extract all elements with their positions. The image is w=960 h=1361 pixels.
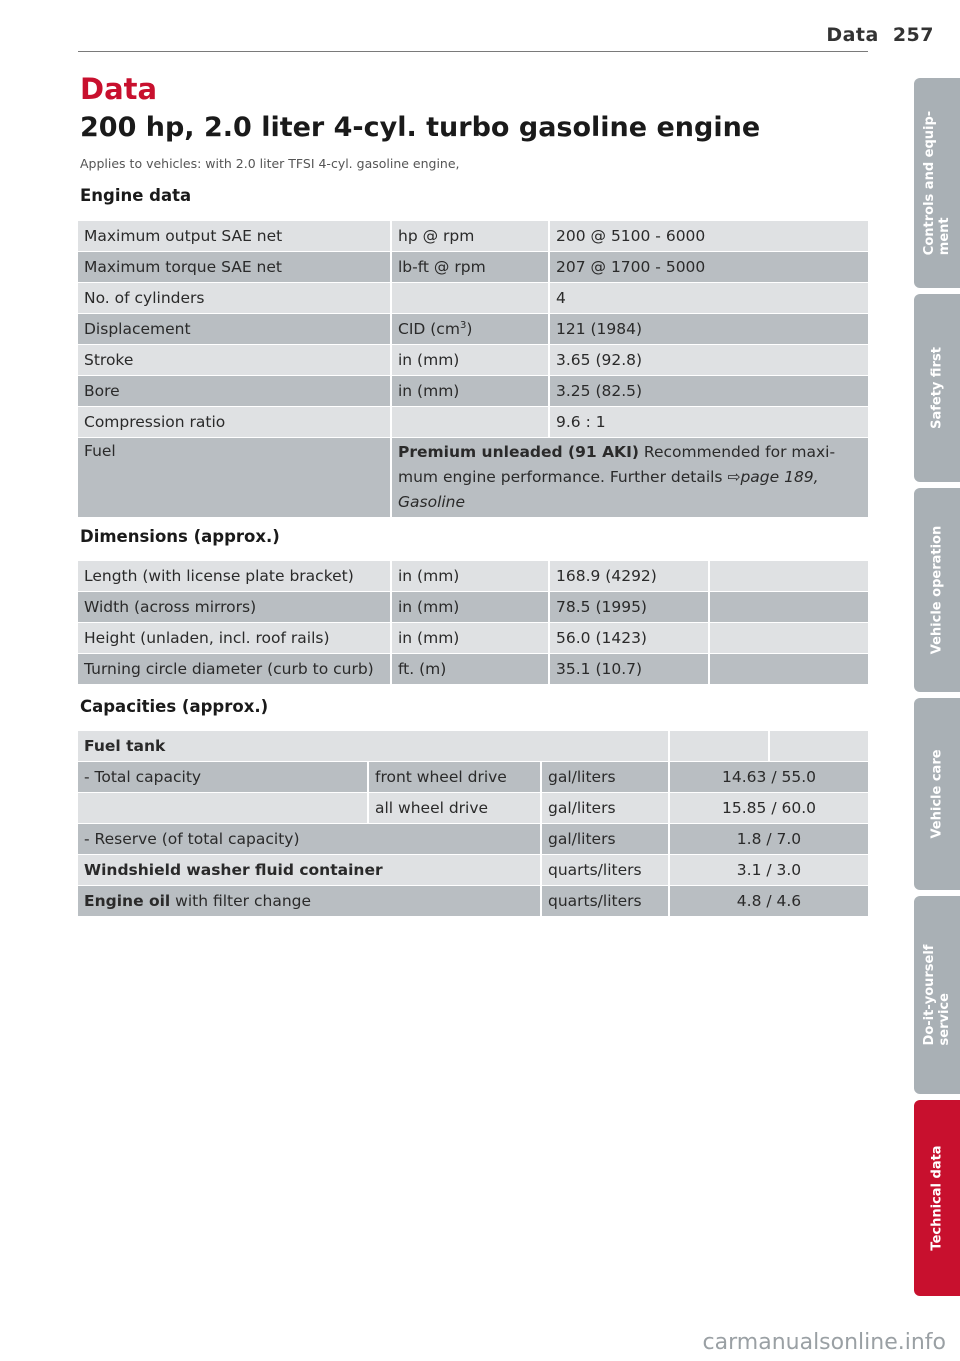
table-row [78,793,868,824]
page-number: 257 [892,24,934,46]
row-label [78,886,541,917]
side-tab-label: Vehicle care [929,749,945,839]
row-label: Length (with license plate bracket) [78,561,391,592]
row-value: 56.0 (1423) [549,623,709,654]
row-unit: gal/liters [541,793,669,824]
row-unit [391,407,549,438]
row-empty [709,561,868,592]
side-tab-label: Safety first [929,347,945,429]
table-row [78,314,868,345]
side-tab-technical-data[interactable] [914,1100,960,1296]
row-label: Fuel [78,438,391,518]
running-header [826,24,934,46]
engine-oil-label: Engine oil [84,892,171,910]
row-label: Turning circle diameter (curb to curb) [78,654,391,685]
table-row [78,762,868,793]
row-label: Maximum output SAE net [78,221,391,252]
side-tab-vehicle-care[interactable] [914,698,960,890]
row-variant: front wheel drive [368,762,541,793]
row-label: Bore [78,376,391,407]
side-tab-label: Vehicle operation [929,525,945,655]
row-label: No. of cylinders [78,283,391,314]
row-label: Displacement [78,314,391,345]
arrow-right-icon: ⇨ [727,468,741,486]
engine-data-heading: Engine data [80,186,192,205]
row-value: 1.8 / 7.0 [669,824,868,855]
table-row [78,252,868,283]
engine-oil-text: with filter change [170,892,312,910]
side-tab-label: Technical data [929,1145,945,1251]
table-row [78,824,868,855]
table-row-fuel [78,438,868,518]
page-reference-link[interactable]: page 189, Gasoline [398,468,819,511]
row-unit: in (mm) [391,592,549,623]
capacities-heading: Capacities (approx.) [80,697,269,716]
header-rule [78,51,868,52]
row-value: 35.1 (10.7) [549,654,709,685]
row-value: 207 @ 1700 - 5000 [549,252,868,283]
row-empty [709,592,868,623]
row-unit: hp @ rpm [391,221,549,252]
row-empty [709,623,868,654]
row-label: Maximum torque SAE net [78,252,391,283]
row-unit: in (mm) [391,345,549,376]
row-unit: quarts/liters [541,855,669,886]
row-value: 3.1 / 3.0 [669,855,868,886]
row-value: 168.9 (4292) [549,561,709,592]
table-row [78,345,868,376]
table-row [78,886,868,917]
table-row [78,654,868,685]
row-value: 4.8 / 4.6 [669,886,868,917]
row-empty [769,731,868,762]
row-unit: quarts/liters [541,886,669,917]
row-label: - Reserve (of total capacity) [78,824,541,855]
row-unit: lb-ft @ rpm [391,252,549,283]
row-value: 14.63 / 55.0 [669,762,868,793]
table-row [78,731,868,762]
dimensions-heading: Dimensions (approx.) [80,527,280,546]
dimensions-table [78,561,868,685]
table-row [78,561,868,592]
section-title: Data [80,72,158,106]
row-empty [709,654,868,685]
side-tab-vehicle-operation[interactable] [914,488,960,692]
row-value: 3.65 (92.8) [549,345,868,376]
row-label [78,793,368,824]
side-tab-label: Do-it-yourself service [922,944,952,1046]
table-row [78,221,868,252]
row-value: 9.6 : 1 [549,407,868,438]
fuel-description [391,438,868,518]
engine-data-table [78,221,868,518]
unit-superscript: 3 [459,319,467,331]
row-label: Stroke [78,345,391,376]
row-unit: gal/liters [541,762,669,793]
table-row [78,855,868,886]
row-empty [669,731,769,762]
table-row [78,407,868,438]
row-unit: in (mm) [391,376,549,407]
side-tab-controls[interactable] [914,78,960,288]
applies-to-note: Applies to vehicles: with 2.0 liter TFSI 4-cyl. gasoline engine, [80,156,460,171]
watermark: carmanualsonline.info [702,1330,946,1355]
row-unit [391,314,549,345]
side-tab-do-it-yourself[interactable] [914,896,960,1094]
table-row [78,283,868,314]
row-value: 78.5 (1995) [549,592,709,623]
running-header-section: Data [826,24,879,46]
unit-text-end: ) [466,320,473,339]
row-value: 3.25 (82.5) [549,376,868,407]
fuel-tank-label: Fuel tank [78,731,669,762]
row-unit: gal/liters [541,824,669,855]
row-value: 15.85 / 60.0 [669,793,868,824]
row-unit: in (mm) [391,623,549,654]
table-row [78,592,868,623]
unit-text: CID (cm [398,320,460,339]
row-label: Width (across mirrors) [78,592,391,623]
row-value: 4 [549,283,868,314]
capacities-table [78,731,868,917]
table-row [78,623,868,654]
fuel-text: Recommended for maxi-mum engine performance. Further details [398,443,836,486]
table-row [78,376,868,407]
engine-title: 200 hp, 2.0 liter 4-cyl. turbo gasoline engine [80,112,761,143]
row-label: - Total capacity [78,762,368,793]
row-value: 200 @ 5100 - 6000 [549,221,868,252]
row-label: Height (unladen, incl. roof rails) [78,623,391,654]
row-label: Compression ratio [78,407,391,438]
row-variant: all wheel drive [368,793,541,824]
row-label: Windshield washer fluid container [78,855,541,886]
row-unit: in (mm) [391,561,549,592]
row-value: 121 (1984) [549,314,868,345]
fuel-grade: Premium unleaded (91 AKI) [398,443,639,461]
side-tab-safety-first[interactable] [914,294,960,482]
side-tab-label: Controls and equip- ment [922,110,952,256]
row-unit [391,283,549,314]
row-unit: ft. (m) [391,654,549,685]
